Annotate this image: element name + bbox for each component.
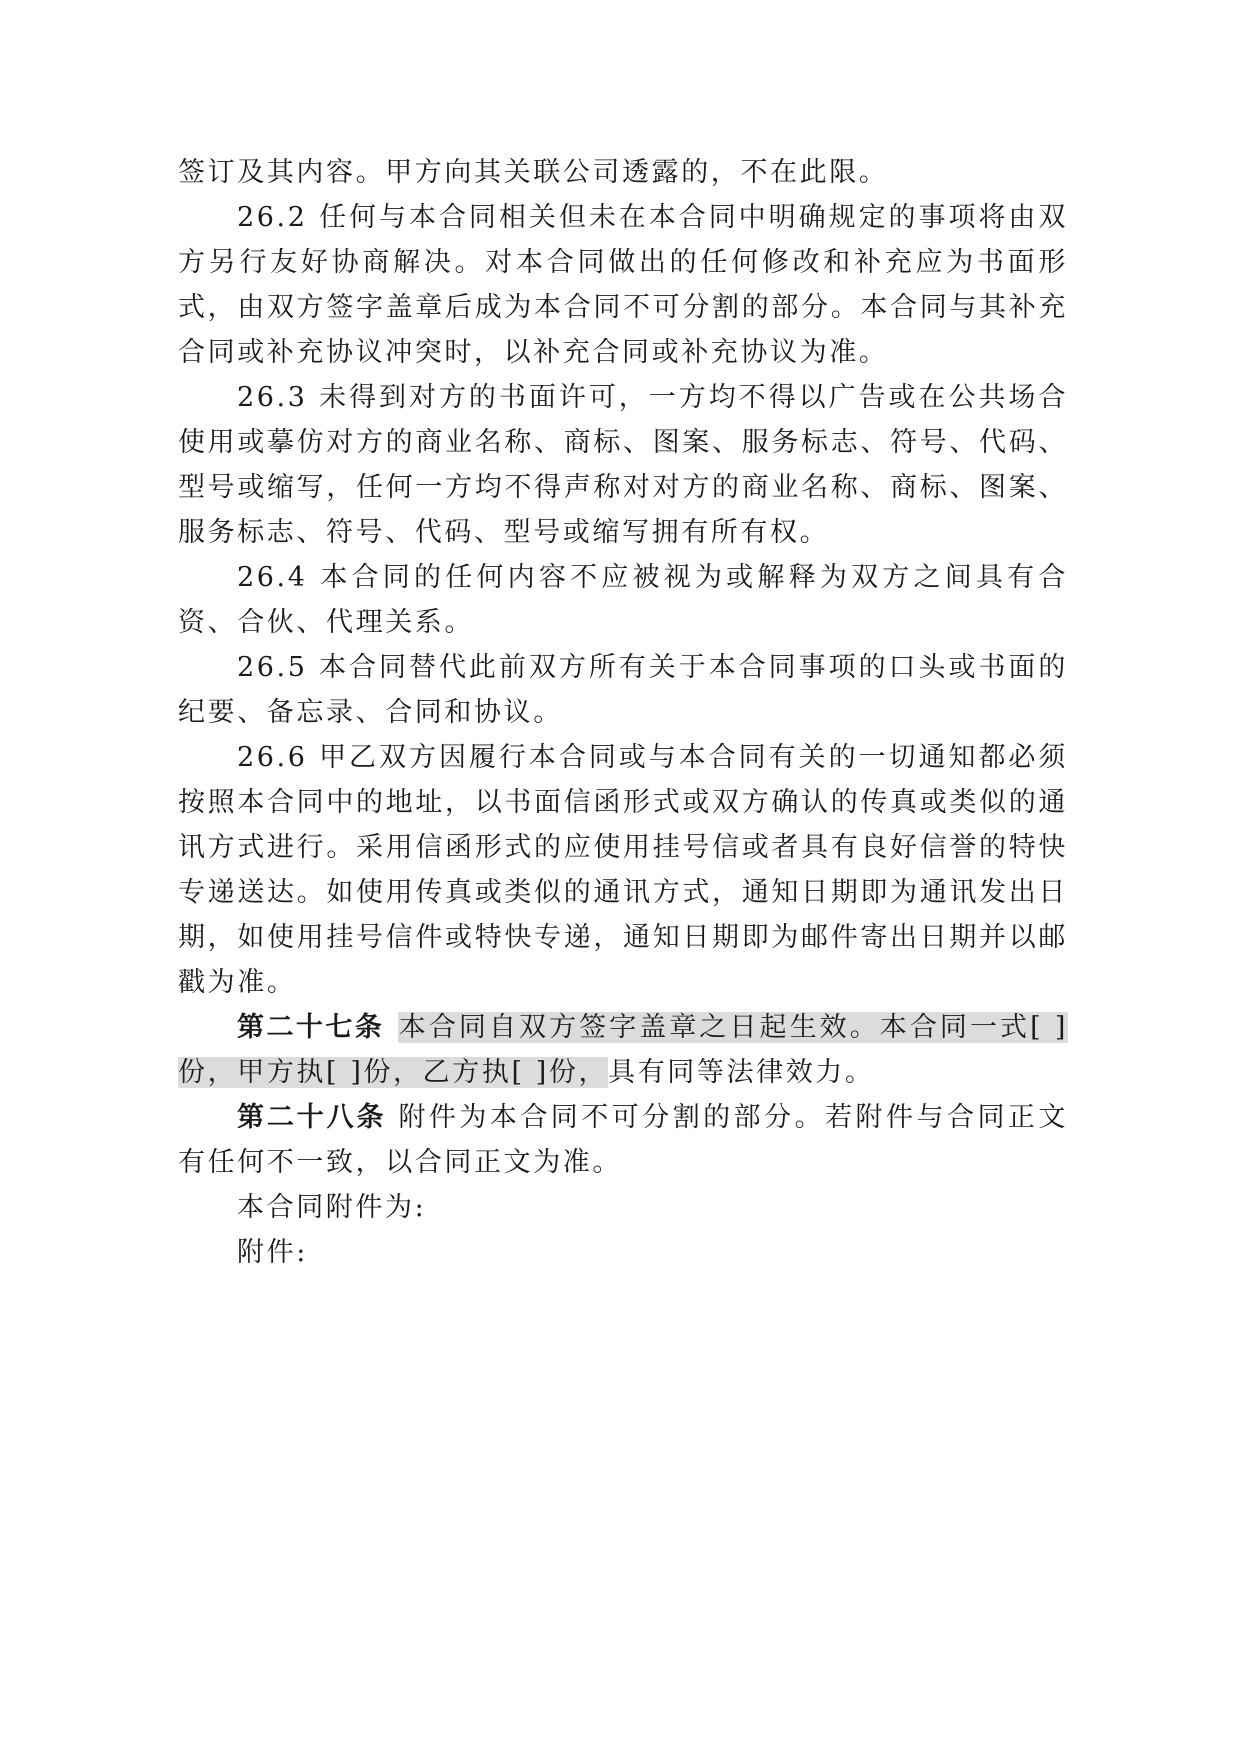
document-page [178,150,1068,1275]
attachments-label: 附件: [237,1237,308,1268]
article-28-label: 第二十八条 [237,1102,387,1133]
article-27-text: 具有同等法律效力。 [608,1057,875,1088]
article-27 [178,1005,1068,1095]
attachments-intro: 本合同附件为: [237,1192,427,1223]
clause-26-4: 26.4 本合同的任何内容不应被视为或解释为双方之间具有合资、合伙、代理关系。 [178,562,1068,638]
clause-26-5: 26.5 本合同替代此前双方所有关于本合同事项的口头或书面的纪要、备忘录、合同和协议。 [178,652,1068,728]
clause-26-3: 26.3 未得到对方的书面许可，一方均不得以广告或在公共场合使用或摹仿对方的商业名称、商标、图案、服务标志、符号、代码、型号或缩写，任何一方均不得声称对对方的商业名称、商标、图案、服务标志、符号、代码、型号或缩写拥有所有权。 [178,382,1068,548]
clause-26-6: 26.6 甲乙双方因履行本合同或与本合同有关的一切通知都必须按照本合同中的地址，以书面信函形式或双方确认的传真或类似的通讯方式进行。采用信函形式的应使用挂号信或者具有良好信誉的特快专递送达。如使用传真或类似的通讯方式，通知日期即为通讯发出日期，如使用挂号信件或特快专递，通知日期即为邮件寄出日期并以邮戳为准。 [178,742,1068,998]
article-28 [178,1095,1068,1185]
paragraph-continuation: 签订及其内容。甲方向其关联公司透露的，不在此限。 [178,157,889,188]
clause-26-2: 26.2 任何与本合同相关但未在本合同中明确规定的事项将由双方另行友好协商解决。对本合同做出的任何修改和补充应为书面形式，由双方签字盖章后成为本合同不可分割的部分。本合同与其补充合同或补充协议冲突时，以补充合同或补充协议为准。 [178,202,1068,368]
article-27-highlighted-text: 本合同自双方签字盖章之日起生效。本合同一式[ ]份，甲方执[ ]份，乙方执[ ]份， [178,1012,1068,1088]
article-27-label: 第二十七条 [237,1012,385,1043]
article-28-text: 附件为本合同不可分割的部分。若附件与合同正文有任何不一致，以合同正文为准。 [178,1102,1068,1178]
